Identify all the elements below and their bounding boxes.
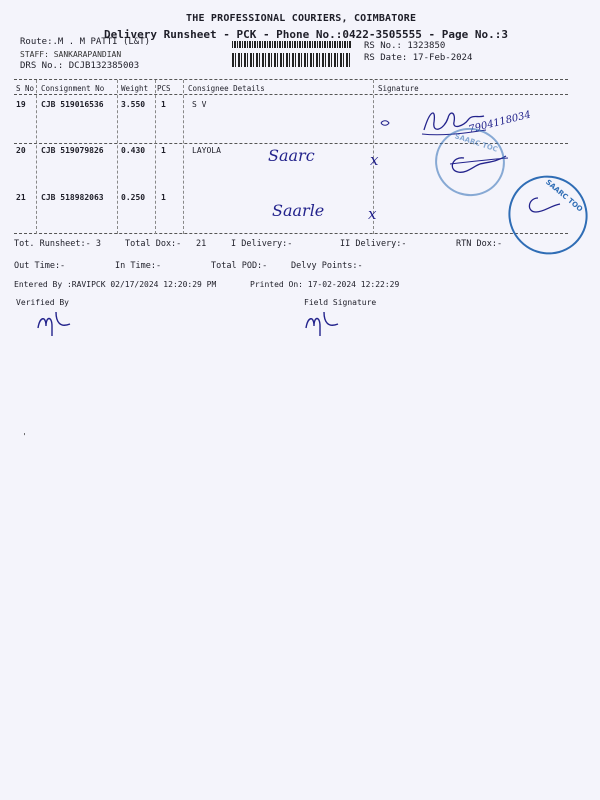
col-header-consignee: Consignee Details (188, 84, 265, 93)
column-divider (36, 80, 37, 234)
handwritten-name: Saarle (272, 201, 325, 220)
barcode-top (232, 41, 352, 48)
row-pcs: 1 (161, 100, 166, 109)
handwritten-tick: x (368, 205, 377, 223)
col-header-pcs: PCS (157, 84, 171, 93)
row-weight: 3.550 (121, 100, 146, 109)
rs-number: RS No.: 1323850 (364, 41, 446, 51)
col-header-weight: Weight (121, 84, 149, 93)
barcode-bottom (232, 53, 352, 67)
rs-date: RS Date: 17-Feb-2024 (364, 53, 473, 63)
total-dox-value: 21 (196, 239, 207, 249)
handwritten-tick: x (370, 151, 379, 169)
table-top-rule (14, 79, 568, 80)
stamp-text: SAARC TOC (453, 132, 499, 154)
col-header-consignment: Consignment No (41, 84, 105, 93)
staff-label: STAFF: SANKARAPANDIAN (20, 50, 122, 59)
handwritten-name: Saarc (268, 146, 315, 165)
row-pcs: 1 (161, 193, 166, 202)
column-divider (183, 80, 184, 234)
tick-mark (379, 116, 393, 130)
verified-by-label: Verified By (16, 298, 69, 307)
row-weight: 0.430 (121, 146, 146, 155)
runsheet-title: Delivery Runsheet - PCK - Phone No.:0422-3505555 - Page No.:3 (104, 28, 508, 41)
table-header-rule (14, 94, 568, 95)
i-delivery: I Delivery:- (231, 239, 293, 249)
table-bottom-rule (14, 233, 568, 234)
field-signature (302, 306, 342, 340)
total-pod: Total POD:- (211, 261, 268, 271)
field-signature-label: Field Signature (304, 298, 377, 307)
page-mark: ' (22, 432, 27, 441)
in-time: In Time:- (115, 261, 162, 271)
total-runsheet: Tot. Runsheet:- 3 (14, 239, 101, 249)
row-consignment: CJB 519079826 (41, 146, 104, 155)
company-name: THE PROFESSIONAL COURIERS, COIMBATORE (186, 13, 417, 24)
row-sno: 19 (16, 100, 26, 109)
printed-on: Printed On: 17-02-2024 12:22:29 (250, 280, 400, 289)
row-pcs: 1 (161, 146, 166, 155)
ii-delivery: II Delivery:- (340, 239, 407, 249)
route-label: Route:.M . M PATTI (L&T) (20, 37, 151, 47)
stamp-text: SAARC TOO (544, 178, 585, 214)
column-divider (117, 80, 118, 234)
total-dox-label: Total Dox:- (125, 239, 182, 249)
verifier-signature (34, 306, 74, 340)
entered-by: Entered By :RAVIPCK 02/17/2024 12:20:29 PM (14, 280, 217, 289)
row-sno: 21 (16, 193, 26, 202)
col-header-sno: S No (16, 84, 35, 93)
row-weight: 0.250 (121, 193, 146, 202)
row-consignee: LAYOLA (192, 146, 221, 155)
drs-number: DRS No.: DCJB132385003 (20, 61, 140, 71)
row-consignee: S V (192, 100, 207, 109)
column-divider (155, 80, 156, 234)
out-time: Out Time:- (14, 261, 66, 271)
row-sno: 20 (16, 146, 26, 155)
row-consignment: CJB 519016536 (41, 100, 104, 109)
col-header-signature: Signature (378, 84, 419, 93)
handwritten-phone: 7904118034 (467, 109, 533, 136)
rtn-dox: RTN Dox:- (456, 239, 503, 249)
row-consignment: CJB 518982063 (41, 193, 104, 202)
delvy-points: Delvy Points:- (291, 261, 363, 271)
